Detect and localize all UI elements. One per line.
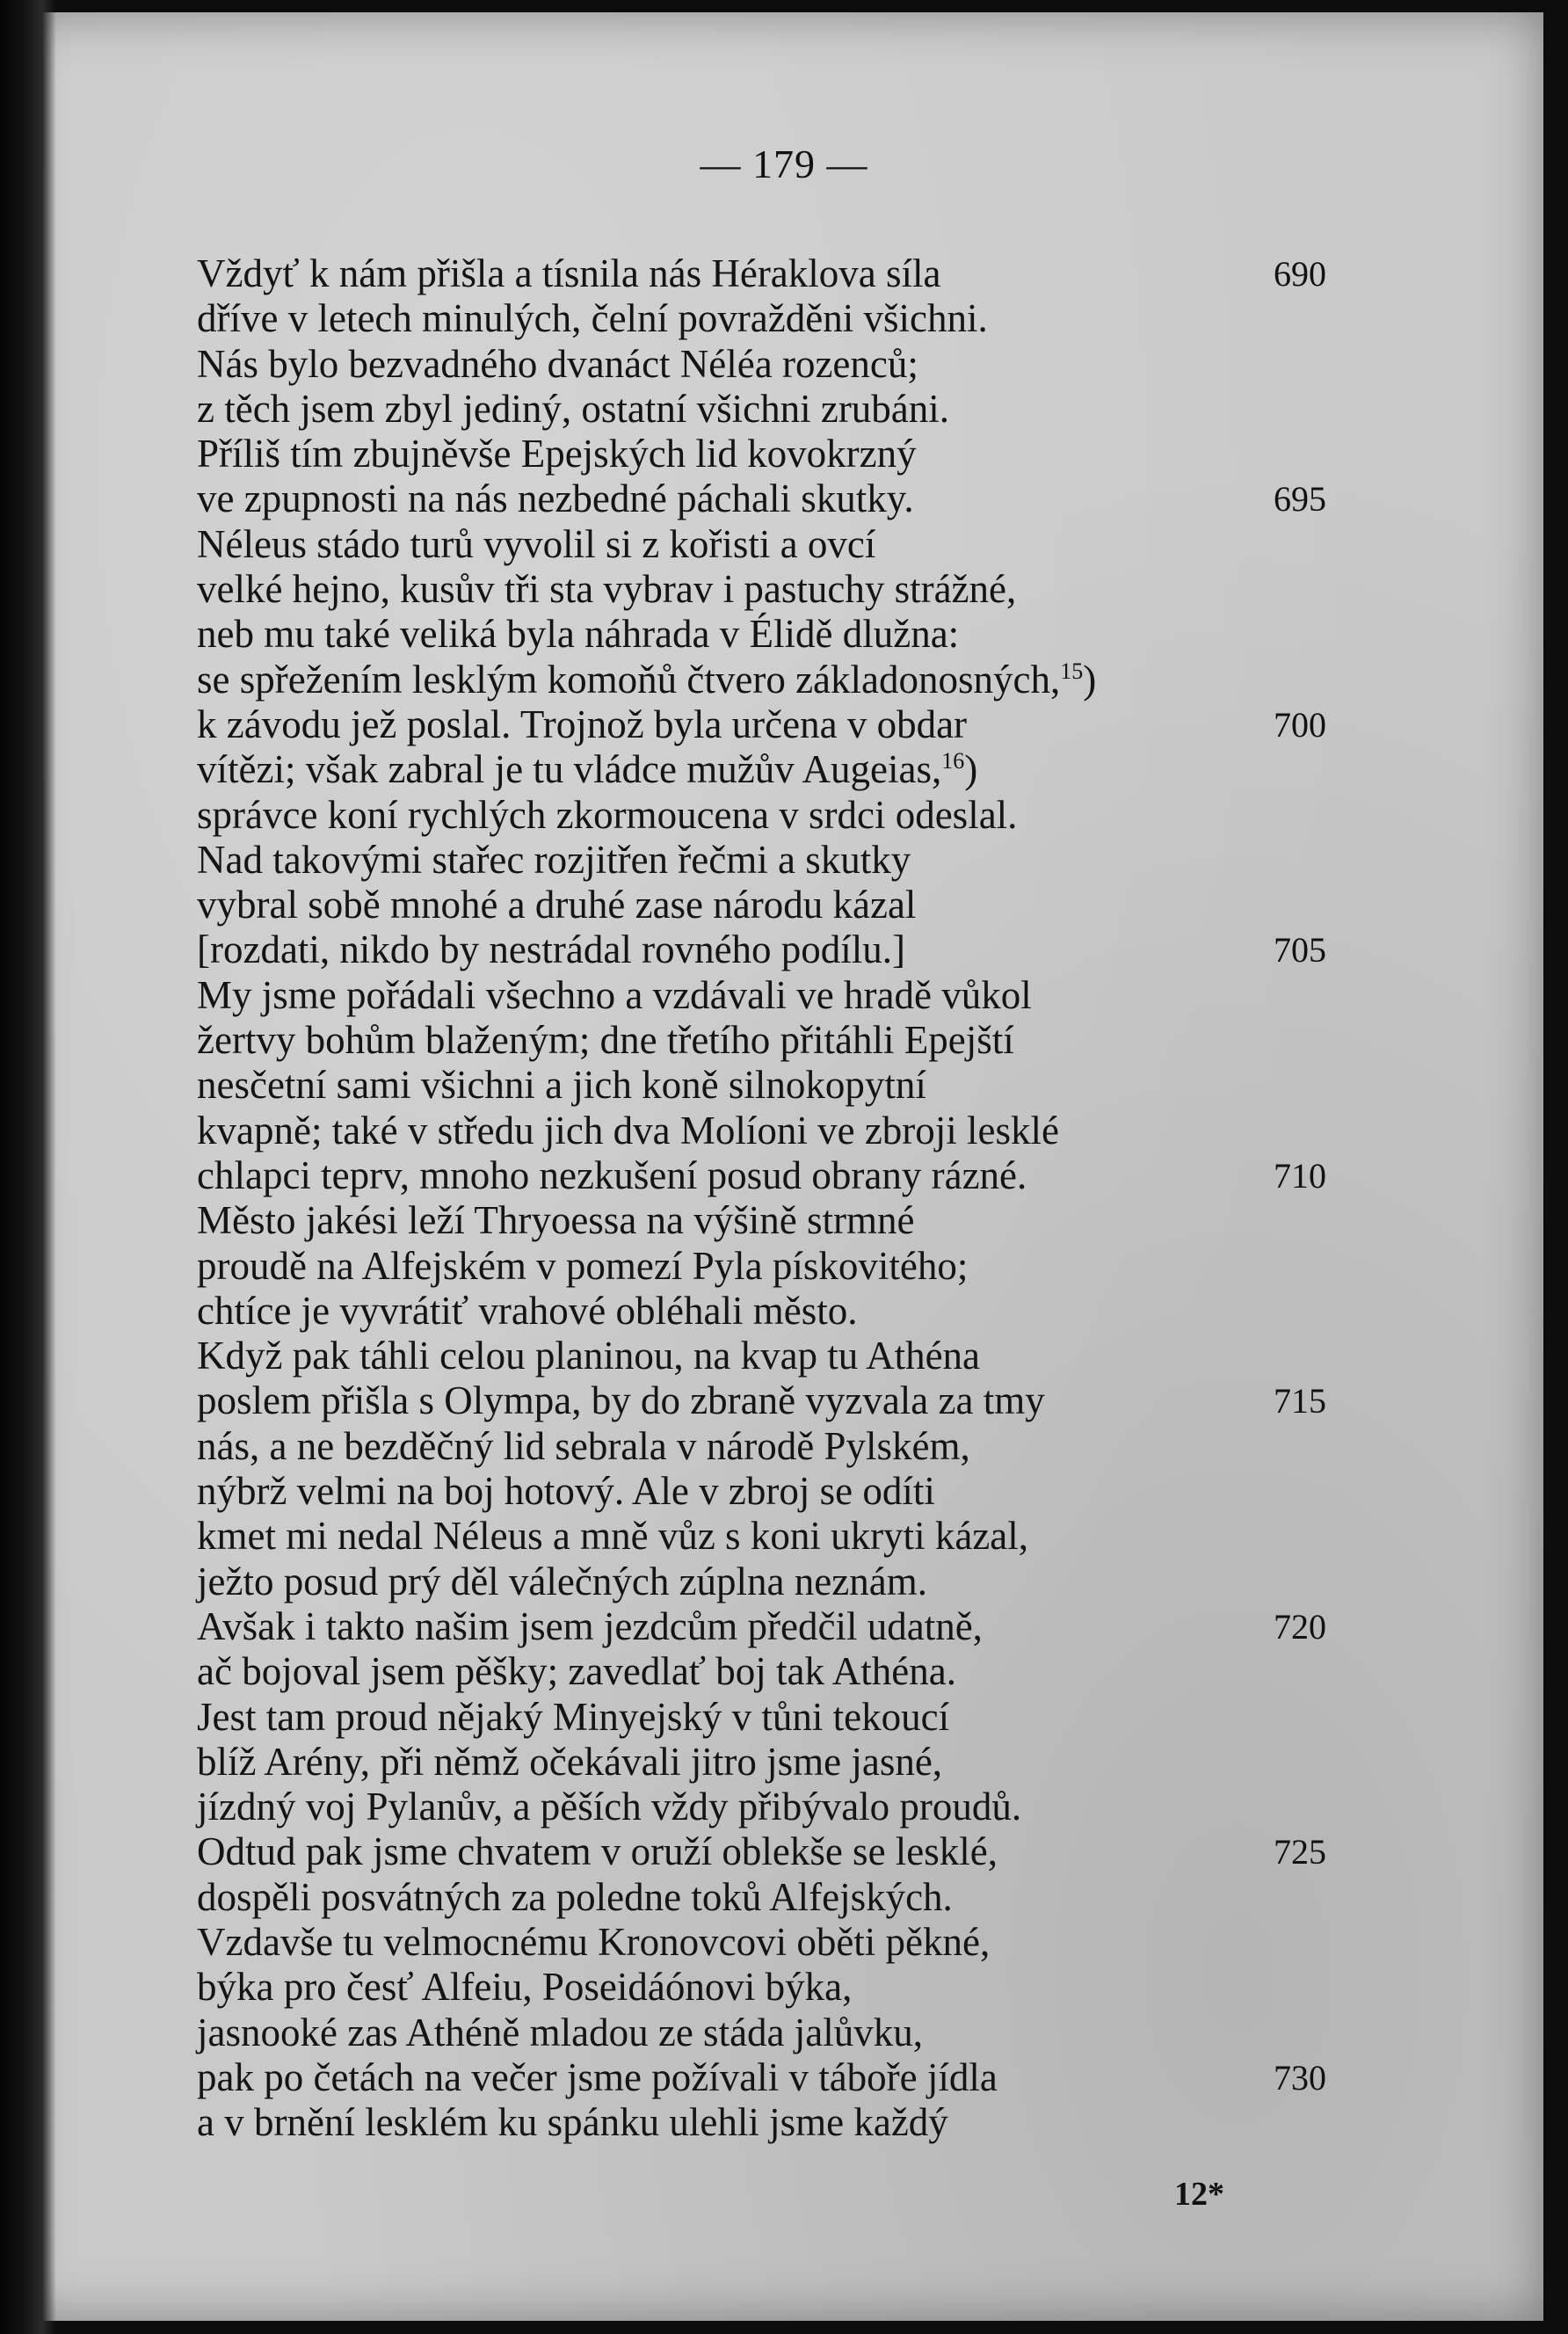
verse-text: jasnooké zas Athéně mladou ze stáda jalůvku, — [197, 2010, 923, 2054]
verse-line-text — [197, 432, 917, 476]
verse-text: Nad takovými stařec rozjitřen řečmi a skutky — [197, 837, 911, 882]
verse-text: se spřežením lesklým komoňů čtvero základonosných, — [197, 657, 1061, 702]
verse-line-text — [197, 612, 959, 657]
verse-text: Město jakési leží Thryoessa na výšině strmné — [197, 1198, 915, 1243]
verse-line-text — [197, 296, 988, 341]
footnote-paren: ) — [1083, 657, 1097, 702]
verse-line-text — [197, 1424, 970, 1469]
verse-line-text — [197, 1649, 956, 1694]
verse-line — [197, 1920, 1287, 1965]
verse-text: býka pro česť Alfeiu, Poseidáónovi býka, — [197, 1965, 853, 2010]
verse-line-text — [197, 1198, 914, 1243]
verse-line — [197, 1198, 1287, 1243]
verse-text: kvapně; také v středu jich dva Molíoni ve zbroji lesklé — [197, 1108, 1059, 1152]
line-number: 705 — [1274, 930, 1326, 971]
footnote-marker: 16 — [941, 748, 965, 774]
line-number: 715 — [1274, 1381, 1326, 1421]
verse-line-text — [197, 1514, 1028, 1559]
verse-text: Nás bylo bezvadného dvanáct Néléa rozenců; — [197, 341, 918, 386]
verse-line-text — [197, 1785, 1021, 1829]
verse-line — [197, 1334, 1287, 1378]
verse-text: Vzdavše tu velmocnému Kronovcovi oběti pěkné, — [197, 1919, 991, 1964]
line-number: 720 — [1274, 1606, 1326, 1647]
verse-text: nýbrž velmi na boj hotový. Ale v zbroj se odíti — [197, 1469, 935, 1514]
verse-line — [197, 1152, 1326, 1198]
verse-line — [197, 793, 1287, 838]
verse-line — [197, 476, 1326, 521]
verse-line — [197, 522, 1287, 567]
verse-text: z těch jsem zbyl jediný, ostatní všichni zrubáni. — [197, 386, 950, 431]
verse-line-text — [197, 1875, 953, 1920]
verse-line-text — [197, 1378, 1045, 1423]
verse-text: chtíce je vyvrátiť vrahové obléhali město. — [197, 1288, 858, 1333]
verse-line-text — [197, 702, 967, 747]
verse-line-text — [197, 387, 949, 432]
verse-text: [rozdati, nikdo by nestrádal rovného podílu.] — [197, 927, 906, 972]
verse-line — [197, 927, 1326, 972]
verse-text: chlapci teprv, mnoho nezkušení posud obrany rázné. — [197, 1152, 1027, 1197]
verse-line-text — [197, 1018, 1014, 1063]
verse-line — [197, 1469, 1287, 1514]
verse-line-text — [197, 1153, 1027, 1198]
verse-line — [197, 251, 1326, 296]
verse-line — [197, 1514, 1287, 1559]
verse-text: pak po četách na večer jsme požívali v táboře jídla — [197, 2054, 998, 2099]
verse-line — [197, 2054, 1326, 2100]
line-number: 725 — [1274, 1832, 1326, 1872]
verse-line — [197, 1244, 1287, 1289]
verse-line-text — [197, 2010, 923, 2055]
line-number: 730 — [1274, 2057, 1326, 2098]
verse-line-text — [197, 1695, 949, 1740]
verse-text: ač bojoval jsem pěšky; zavedlať boj tak Athéna. — [197, 1649, 956, 1694]
verse-text: My jsme pořádali všechno a vzdávali ve hradě vůkol — [197, 972, 1032, 1017]
verse-text: Avšak i takto našim jsem jezdcům předčil udatně, — [197, 1603, 983, 1648]
verse-line — [197, 387, 1287, 432]
verse-line-text — [197, 927, 905, 972]
verse-line-text — [197, 476, 914, 521]
verse-line — [197, 702, 1326, 747]
verse-text: k závodu jež poslal. Trojnož byla určena v obdar — [197, 702, 968, 746]
verse-line — [197, 838, 1287, 883]
verse-text: nesčetní sami všichni a jich koně silnokopytní — [197, 1063, 926, 1108]
verse-text: Vždyť k nám přišla a tísnila nás Héraklova síla — [197, 251, 941, 295]
verse-line-text — [197, 522, 875, 567]
verse-line — [197, 342, 1287, 387]
verse-text: nás, a ne bezděčný lid sebrala v národě Pylském, — [197, 1423, 970, 1468]
verse-text: žertvy bohům blaženým; dne třetího přitáhli Epejští — [197, 1018, 1014, 1063]
verse-line — [197, 973, 1287, 1018]
verse-line — [197, 1063, 1287, 1108]
verse-text: poslem přišla s Olympa, by do zbraně vyzvala za tmy — [197, 1378, 1045, 1423]
verse-text: neb mu také veliká byla náhrada v Élidě dlužna: — [197, 612, 960, 657]
verse-line-text — [197, 1334, 980, 1378]
verse-line-text — [197, 1920, 990, 1965]
verse-line-text — [197, 567, 1016, 612]
verse-line — [197, 1603, 1326, 1649]
line-number: 690 — [1274, 254, 1326, 294]
verse-line — [197, 1109, 1287, 1153]
verse-line-text — [197, 342, 918, 387]
verse-line-text — [197, 973, 1032, 1018]
verse-line — [197, 1829, 1326, 1874]
verse-line — [197, 1965, 1287, 2010]
verse-line — [197, 2100, 1287, 2145]
verse-line — [197, 2010, 1287, 2055]
verse-text: Néleus stádo turů vyvolil si z kořisti a ovcí — [197, 521, 876, 566]
verse-line-text — [197, 747, 977, 792]
verse-line-text — [197, 1244, 968, 1289]
line-number: 710 — [1274, 1155, 1326, 1196]
line-number: 695 — [1274, 479, 1326, 520]
verse-text: velké hejno, kusův tři sta vybrav i pastuchy strážné, — [197, 567, 1017, 612]
verse-line — [197, 1018, 1287, 1063]
verse-line-text — [197, 1965, 852, 2010]
verse-text: a v brnění lesklém ku spánku ulehli jsme každý — [197, 2100, 948, 2145]
verse-line — [197, 612, 1287, 657]
verse-line — [197, 1424, 1287, 1469]
verse-text: ve zpupnosti na nás nezbedné páchali skutky. — [197, 476, 914, 521]
verse-line — [197, 1875, 1287, 1920]
verse-text: vybral sobě mnohé a druhé zase národu kázal — [197, 883, 917, 927]
verse-line — [197, 296, 1287, 341]
verse-line-text — [197, 2055, 998, 2100]
verse-line-text — [197, 1063, 926, 1108]
footnote-paren: ) — [964, 747, 978, 792]
footnote-marker: 15 — [1060, 658, 1084, 684]
verse-line — [197, 658, 1287, 702]
verse-line — [197, 747, 1287, 792]
verse-line-text — [197, 1109, 1059, 1153]
verse-line-text — [197, 1289, 857, 1334]
verse-text: Jest tam proud nějaký Minyejský v tůni tekoucí — [197, 1694, 950, 1739]
page-number-header: — 179 — — [700, 142, 868, 186]
verse-text: jízdný voj Pylanův, a pěších vždy přibývalo proudů. — [197, 1785, 1022, 1829]
verse-line — [197, 1560, 1287, 1604]
verse-text: Když pak táhli celou planinou, na kvap tu Athéna — [197, 1334, 981, 1378]
verse-line — [197, 1785, 1287, 1829]
verse-text: ježto posud prý děl válečných zúplna neznám. — [197, 1559, 927, 1603]
verse-line-text — [197, 251, 941, 296]
verse-line — [197, 1378, 1326, 1423]
verse-line-text — [197, 883, 916, 927]
verse-line-text — [197, 838, 911, 883]
book-binding-edge — [0, 0, 56, 2334]
verse-text: Odtud pak jsme chvatem v oruží oblekše se lesklé, — [197, 1829, 998, 1874]
line-number: 700 — [1274, 704, 1326, 745]
verse-line — [197, 1740, 1287, 1785]
verse-line-text — [197, 793, 1017, 838]
verse-text: správce koní rychlých zkormoucena v srdci odeslal. — [197, 792, 1018, 837]
verse-line-text — [197, 1560, 927, 1604]
signature-mark: 12* — [1174, 2176, 1224, 2213]
verse-text: vítězi; však zabral je tu vládce mužův Augeias, — [197, 747, 942, 792]
verse-text: dospěli posvátných za poledne toků Alfejských. — [197, 1874, 953, 1919]
verse-text: dříve v letech minulých, čelní povražděni všichni. — [197, 296, 988, 341]
verse-text: Příliš tím zbujněvše Epejských lid kovokrzný — [197, 432, 917, 476]
verse-line-text — [197, 658, 1096, 702]
verse-line — [197, 883, 1287, 927]
verse-line — [197, 1649, 1287, 1694]
verse-text: blíž Arény, při němž očekávali jitro jsme jasné, — [197, 1739, 943, 1784]
verse-line — [197, 1695, 1287, 1740]
verse-text: proudě na Alfejském v pomezí Pyla pískovitého; — [197, 1243, 969, 1288]
verse-text: kmet mi nedal Néleus a mně vůz s koni ukryti kázal, — [197, 1514, 1028, 1559]
verse-line — [197, 432, 1287, 476]
verse-text-block — [197, 251, 1326, 2145]
verse-line-text — [197, 2100, 948, 2145]
verse-line — [197, 1289, 1287, 1334]
verse-line-text — [197, 1829, 998, 1874]
verse-line-text — [197, 1740, 942, 1785]
verse-line-text — [197, 1469, 935, 1514]
verse-line-text — [197, 1604, 983, 1649]
verse-line — [197, 567, 1287, 612]
